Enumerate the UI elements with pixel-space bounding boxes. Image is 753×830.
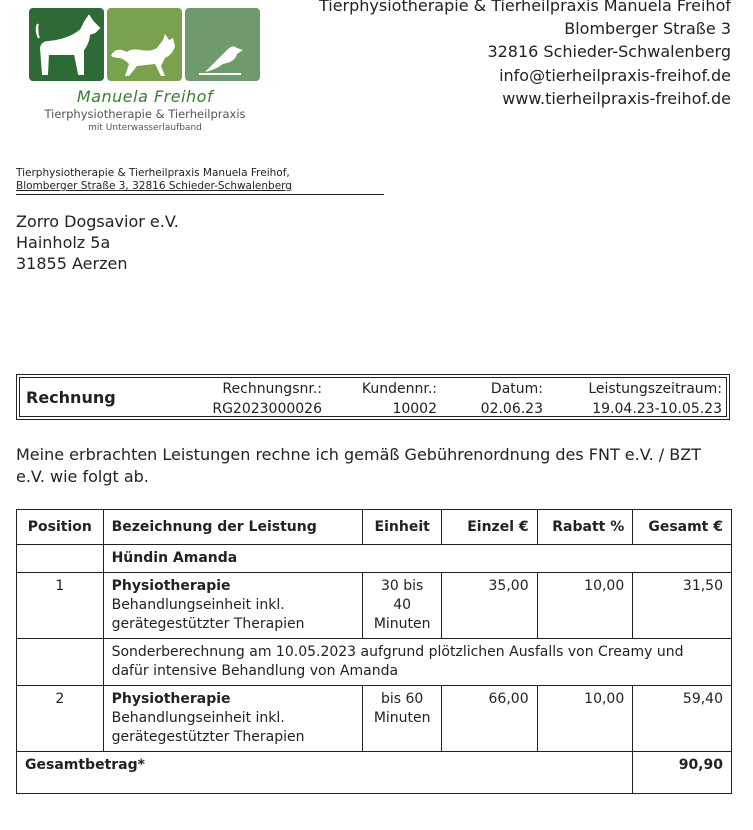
date-block: [481, 379, 543, 419]
sender-web: www.tierheilpraxis-freihof.de: [502, 88, 731, 108]
sender-line-1: Tierphysiotherapie & Tierheilpraxis Manuela Freihof: [318, 0, 731, 15]
row-1-description: [103, 573, 363, 639]
customer-number: 10002: [392, 401, 437, 417]
service-period: 19.04.23-10.05.23: [592, 401, 722, 417]
group-row: [17, 545, 732, 573]
recipient-name: Zorro Dogsavior e.V.: [16, 212, 179, 231]
header-discount: Rabatt %: [537, 510, 633, 545]
group-empty-cell: [17, 545, 104, 573]
intro-text: Meine erbrachten Leistungen rechne ich gemäß Gebührenordnung des FNT e.V. / BZT e.V. wie folgt ab.: [16, 445, 701, 486]
invoice-number-label: Rechnungsnr.:: [222, 381, 322, 397]
invoice-table: [16, 509, 732, 794]
invoice-date: 02.06.23: [480, 401, 543, 417]
row-2-unit: bis 60 Minuten: [363, 686, 442, 752]
note-empty-cell: [17, 639, 104, 686]
period-label: Leistungszeitraum:: [588, 381, 722, 397]
return-address: [16, 167, 384, 195]
row-1-title: Physiotherapie: [111, 578, 231, 594]
row-1-unit: 30 bis 40 Minuten: [363, 573, 442, 639]
invoice-number-block: [212, 379, 322, 419]
table-row: [17, 573, 732, 639]
table-row: [17, 686, 732, 752]
row-1-desc: Behandlungseinheit inkl. gerätegestützter Therapien: [111, 597, 305, 632]
sender-address: [319, 0, 731, 110]
row-2-title: Physiotherapie: [111, 691, 231, 707]
total-label: Gesamtbetrag*: [17, 752, 633, 794]
return-line-1: Tierphysiotherapie & Tierheilpraxis Manuela Freihof,: [16, 167, 290, 179]
recipient-street: Hainholz 5a: [16, 233, 111, 252]
cat-tile: [107, 8, 182, 81]
invoice-meta-box: [16, 374, 730, 420]
dog-icon: [29, 8, 104, 81]
header-total: Gesamt €: [633, 510, 732, 545]
note-row: [17, 639, 732, 686]
invoice-number: RG2023000026: [212, 401, 322, 417]
row-2-total: 59,40: [633, 686, 732, 752]
invoice-title: Rechnung: [26, 388, 116, 407]
row-1-single: 35,00: [441, 573, 537, 639]
row-2-discount: 10,00: [537, 686, 633, 752]
row-2-single: 66,00: [441, 686, 537, 752]
recipient-city: 31855 Aerzen: [16, 254, 128, 273]
header-description: Bezeichnung der Leistung: [103, 510, 363, 545]
cat-icon: [107, 8, 182, 81]
sender-line-2: Blomberger Straße 3: [564, 19, 731, 39]
logo-tiles: [29, 8, 261, 81]
logo-subtitle-2: mit Unterwasserlaufband: [88, 123, 202, 133]
logo-subtitle: Tierphysiotherapie & Tierheilpraxis: [44, 107, 246, 121]
dog-tile: [29, 8, 104, 81]
customer-number-label: Kundennr.:: [361, 381, 437, 397]
row-2-description: [103, 686, 363, 752]
row-2-position: 2: [17, 686, 104, 752]
total-row: [17, 752, 732, 794]
practice-logo: [29, 8, 261, 133]
sender-email: info@tierheilpraxis-freihof.de: [499, 65, 731, 85]
note-text: Sonderberechnung am 10.05.2023 aufgrund plötzlichen Ausfalls von Creamy und dafür intensive Behandlung von Amanda: [103, 639, 731, 686]
header-single: Einzel €: [441, 510, 537, 545]
period-block: [588, 379, 722, 419]
row-1-total: 31,50: [633, 573, 732, 639]
sender-line-3: 32816 Schieder-Schwalenberg: [487, 42, 731, 62]
row-1-discount: 10,00: [537, 573, 633, 639]
header-unit: Einheit: [363, 510, 442, 545]
bird-tile: [185, 8, 260, 81]
total-value: 90,90: [633, 752, 732, 794]
customer-number-block: [362, 379, 437, 419]
bird-icon: [185, 8, 260, 81]
group-label: Hündin Amanda: [103, 545, 731, 573]
recipient-address: [16, 211, 179, 274]
row-1-position: 1: [17, 573, 104, 639]
row-2-desc: Behandlungseinheit inkl. gerätegestützter Therapien: [111, 710, 305, 745]
date-label: Datum:: [490, 381, 543, 397]
return-line-2: Blomberger Straße 3, 32816 Schieder-Schwalenberg: [16, 180, 292, 192]
table-header-row: [17, 510, 732, 545]
header-position: Position: [17, 510, 104, 545]
logo-name: Manuela Freihof: [76, 87, 214, 106]
